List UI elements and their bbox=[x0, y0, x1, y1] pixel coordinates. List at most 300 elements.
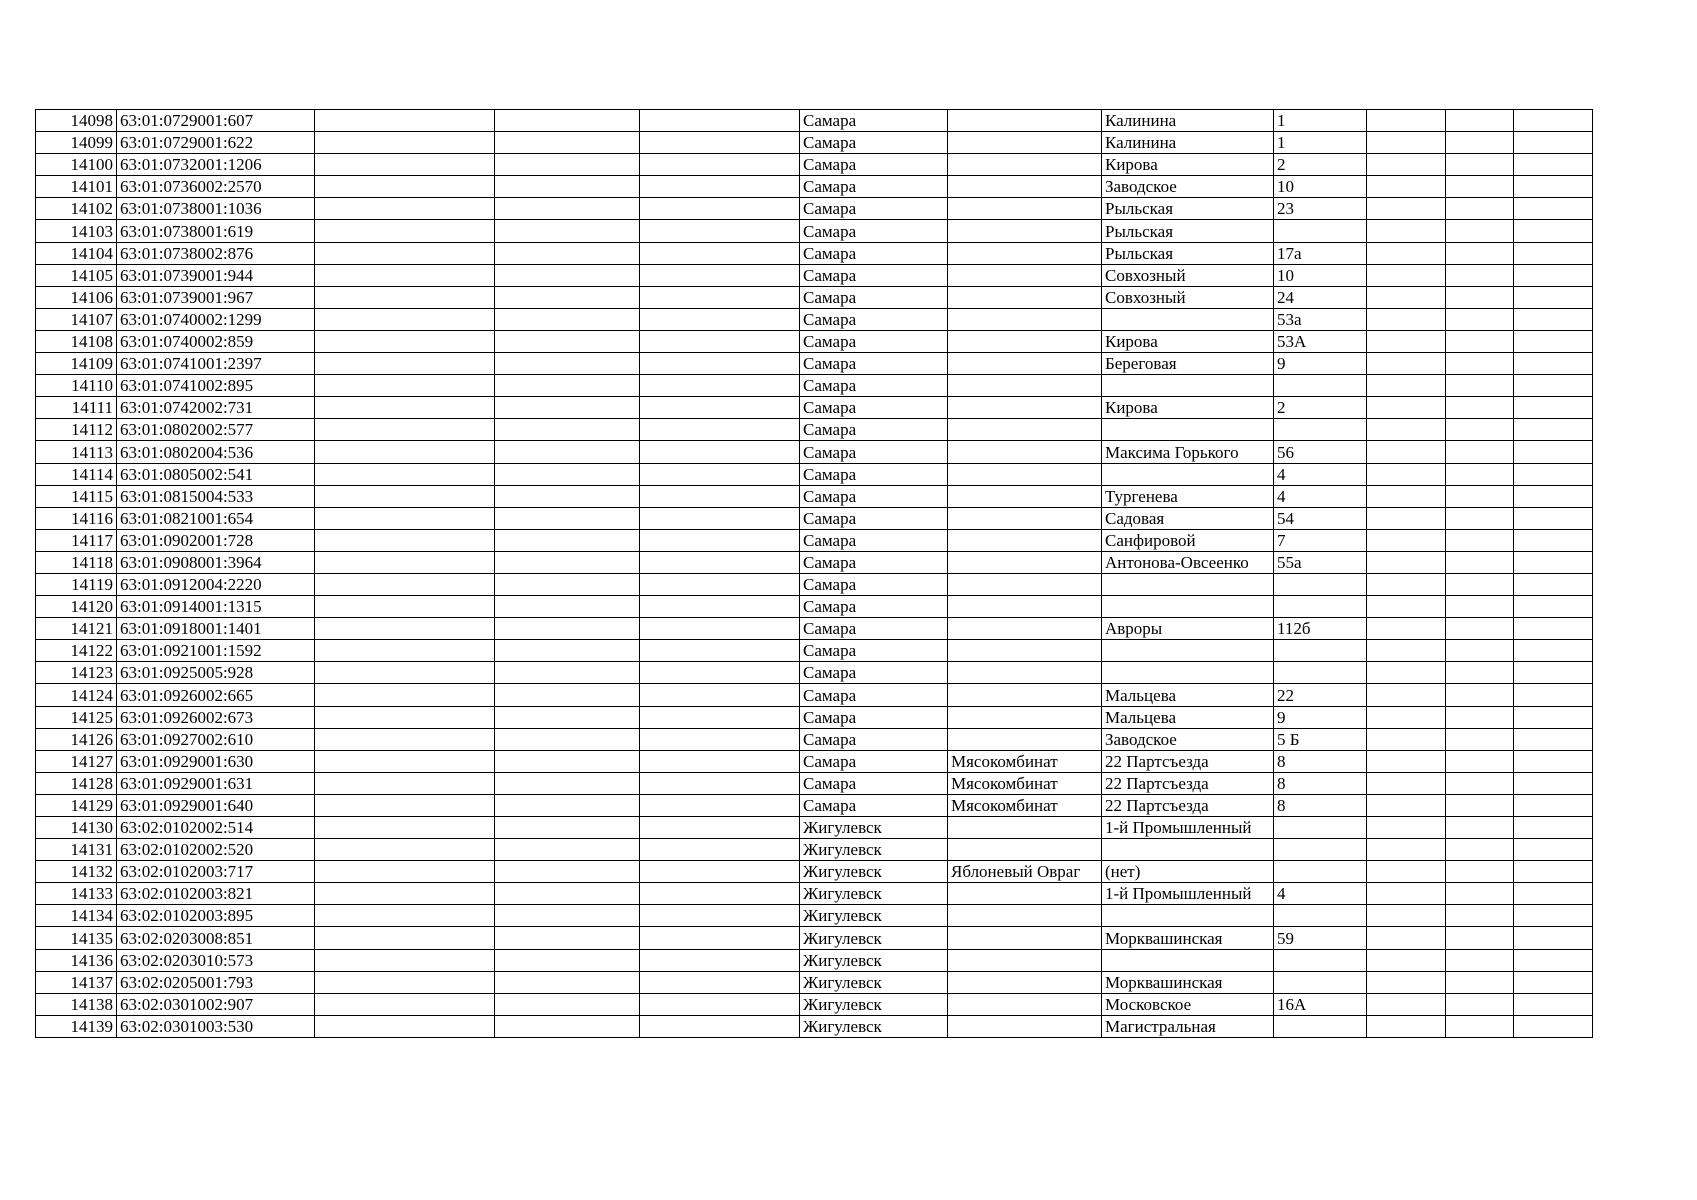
col-5-cell bbox=[640, 706, 800, 728]
col-11-cell bbox=[1446, 684, 1514, 706]
locality-cell bbox=[948, 684, 1102, 706]
col-10-cell bbox=[1367, 353, 1446, 375]
col-3-cell bbox=[315, 839, 495, 861]
locality-cell bbox=[948, 286, 1102, 308]
col-4-cell bbox=[495, 772, 640, 794]
col-10-cell bbox=[1367, 529, 1446, 551]
col-4-cell bbox=[495, 154, 640, 176]
col-3-cell bbox=[315, 176, 495, 198]
city-cell: Самара bbox=[800, 264, 948, 286]
house-cell: 10 bbox=[1274, 264, 1367, 286]
col-4-cell bbox=[495, 375, 640, 397]
col-11-cell bbox=[1446, 397, 1514, 419]
table-row bbox=[36, 419, 1593, 441]
col-10-cell bbox=[1367, 1015, 1446, 1037]
col-5-cell bbox=[640, 794, 800, 816]
house-cell bbox=[1274, 971, 1367, 993]
col-5-cell bbox=[640, 817, 800, 839]
col-4-cell bbox=[495, 861, 640, 883]
col-10-cell bbox=[1367, 176, 1446, 198]
locality-cell bbox=[948, 883, 1102, 905]
locality-cell bbox=[948, 353, 1102, 375]
row-number-cell: 14098 bbox=[36, 110, 117, 132]
col-11-cell bbox=[1446, 640, 1514, 662]
table-row bbox=[36, 772, 1593, 794]
col-11-cell bbox=[1446, 441, 1514, 463]
row-number-cell: 14138 bbox=[36, 993, 117, 1015]
table-row bbox=[36, 220, 1593, 242]
table-row bbox=[36, 1015, 1593, 1037]
street-cell: Калинина bbox=[1102, 110, 1274, 132]
row-number-cell: 14100 bbox=[36, 154, 117, 176]
cadastral-number-cell: 63:01:0902001:728 bbox=[117, 529, 315, 551]
col-5-cell bbox=[640, 750, 800, 772]
cadastral-number-cell: 63:01:0738001:619 bbox=[117, 220, 315, 242]
city-cell: Самара bbox=[800, 330, 948, 352]
locality-cell bbox=[948, 949, 1102, 971]
row-number-cell: 14124 bbox=[36, 684, 117, 706]
city-cell: Самара bbox=[800, 132, 948, 154]
cadastral-number-cell: 63:02:0203010:573 bbox=[117, 949, 315, 971]
table-row bbox=[36, 662, 1593, 684]
col-10-cell bbox=[1367, 728, 1446, 750]
city-cell: Жигулевск bbox=[800, 839, 948, 861]
city-cell: Жигулевск bbox=[800, 905, 948, 927]
col-11-cell bbox=[1446, 330, 1514, 352]
house-cell: 2 bbox=[1274, 154, 1367, 176]
col-3-cell bbox=[315, 132, 495, 154]
house-cell: 4 bbox=[1274, 485, 1367, 507]
col-4-cell bbox=[495, 817, 640, 839]
table-row bbox=[36, 330, 1593, 352]
col-5-cell bbox=[640, 353, 800, 375]
col-4-cell bbox=[495, 529, 640, 551]
col-5-cell bbox=[640, 264, 800, 286]
street-cell bbox=[1102, 375, 1274, 397]
city-cell: Жигулевск bbox=[800, 927, 948, 949]
locality-cell bbox=[948, 971, 1102, 993]
city-cell: Жигулевск bbox=[800, 883, 948, 905]
row-number-cell: 14107 bbox=[36, 308, 117, 330]
col-11-cell bbox=[1446, 198, 1514, 220]
house-cell: 8 bbox=[1274, 772, 1367, 794]
col-5-cell bbox=[640, 573, 800, 595]
city-cell: Самара bbox=[800, 772, 948, 794]
city-cell: Самара bbox=[800, 375, 948, 397]
col-10-cell bbox=[1367, 993, 1446, 1015]
city-cell: Жигулевск bbox=[800, 817, 948, 839]
col-12-cell bbox=[1514, 640, 1593, 662]
house-cell bbox=[1274, 905, 1367, 927]
house-cell bbox=[1274, 1015, 1367, 1037]
row-number-cell: 14114 bbox=[36, 463, 117, 485]
locality-cell bbox=[948, 397, 1102, 419]
col-12-cell bbox=[1514, 883, 1593, 905]
house-cell: 1 bbox=[1274, 110, 1367, 132]
cadastral-number-cell: 63:01:0914001:1315 bbox=[117, 596, 315, 618]
col-5-cell bbox=[640, 375, 800, 397]
table-row bbox=[36, 684, 1593, 706]
street-cell: Санфировой bbox=[1102, 529, 1274, 551]
col-5-cell bbox=[640, 1015, 800, 1037]
col-10-cell bbox=[1367, 286, 1446, 308]
house-cell: 112б bbox=[1274, 618, 1367, 640]
col-5-cell bbox=[640, 596, 800, 618]
col-12-cell bbox=[1514, 662, 1593, 684]
city-cell: Самара bbox=[800, 750, 948, 772]
house-cell: 8 bbox=[1274, 794, 1367, 816]
col-4-cell bbox=[495, 684, 640, 706]
cadastral-number-cell: 63:01:0729001:607 bbox=[117, 110, 315, 132]
city-cell: Самара bbox=[800, 684, 948, 706]
locality-cell bbox=[948, 728, 1102, 750]
col-11-cell bbox=[1446, 817, 1514, 839]
col-10-cell bbox=[1367, 441, 1446, 463]
col-10-cell bbox=[1367, 551, 1446, 573]
house-cell bbox=[1274, 949, 1367, 971]
col-10-cell bbox=[1367, 861, 1446, 883]
city-cell: Жигулевск bbox=[800, 1015, 948, 1037]
street-cell bbox=[1102, 573, 1274, 595]
col-12-cell bbox=[1514, 419, 1593, 441]
col-4-cell bbox=[495, 706, 640, 728]
row-number-cell: 14137 bbox=[36, 971, 117, 993]
col-12-cell bbox=[1514, 839, 1593, 861]
street-cell bbox=[1102, 839, 1274, 861]
col-12-cell bbox=[1514, 441, 1593, 463]
city-cell: Самара bbox=[800, 353, 948, 375]
col-5-cell bbox=[640, 905, 800, 927]
city-cell: Самара bbox=[800, 485, 948, 507]
table-row bbox=[36, 485, 1593, 507]
col-10-cell bbox=[1367, 927, 1446, 949]
house-cell bbox=[1274, 596, 1367, 618]
col-5-cell bbox=[640, 728, 800, 750]
col-12-cell bbox=[1514, 375, 1593, 397]
table-row bbox=[36, 640, 1593, 662]
city-cell: Самара bbox=[800, 551, 948, 573]
locality-cell bbox=[948, 176, 1102, 198]
col-3-cell bbox=[315, 883, 495, 905]
street-cell: 22 Партсъезда bbox=[1102, 794, 1274, 816]
row-number-cell: 14126 bbox=[36, 728, 117, 750]
street-cell bbox=[1102, 596, 1274, 618]
col-4-cell bbox=[495, 308, 640, 330]
table-row bbox=[36, 242, 1593, 264]
col-11-cell bbox=[1446, 419, 1514, 441]
col-4-cell bbox=[495, 1015, 640, 1037]
col-3-cell bbox=[315, 375, 495, 397]
col-3-cell bbox=[315, 993, 495, 1015]
street-cell bbox=[1102, 905, 1274, 927]
house-cell: 9 bbox=[1274, 353, 1367, 375]
house-cell: 9 bbox=[1274, 706, 1367, 728]
street-cell bbox=[1102, 662, 1274, 684]
col-10-cell bbox=[1367, 596, 1446, 618]
col-3-cell bbox=[315, 110, 495, 132]
table-row bbox=[36, 618, 1593, 640]
col-4-cell bbox=[495, 507, 640, 529]
street-cell: 1-й Промышленный bbox=[1102, 817, 1274, 839]
col-4-cell bbox=[495, 330, 640, 352]
col-4-cell bbox=[495, 485, 640, 507]
locality-cell bbox=[948, 485, 1102, 507]
row-number-cell: 14129 bbox=[36, 794, 117, 816]
col-3-cell bbox=[315, 397, 495, 419]
col-10-cell bbox=[1367, 573, 1446, 595]
locality-cell bbox=[948, 242, 1102, 264]
city-cell: Самара bbox=[800, 441, 948, 463]
col-12-cell bbox=[1514, 750, 1593, 772]
row-number-cell: 14123 bbox=[36, 662, 117, 684]
street-cell: Береговая bbox=[1102, 353, 1274, 375]
street-cell bbox=[1102, 640, 1274, 662]
street-cell: 22 Партсъезда bbox=[1102, 772, 1274, 794]
locality-cell bbox=[948, 596, 1102, 618]
locality-cell bbox=[948, 110, 1102, 132]
cadastral-number-cell: 63:01:0918001:1401 bbox=[117, 618, 315, 640]
row-number-cell: 14111 bbox=[36, 397, 117, 419]
col-12-cell bbox=[1514, 176, 1593, 198]
col-4-cell bbox=[495, 750, 640, 772]
city-cell: Жигулевск bbox=[800, 993, 948, 1015]
col-3-cell bbox=[315, 353, 495, 375]
col-3-cell bbox=[315, 640, 495, 662]
locality-cell bbox=[948, 419, 1102, 441]
house-cell: 22 bbox=[1274, 684, 1367, 706]
house-cell bbox=[1274, 861, 1367, 883]
table-row bbox=[36, 596, 1593, 618]
house-cell bbox=[1274, 375, 1367, 397]
house-cell bbox=[1274, 662, 1367, 684]
house-cell: 24 bbox=[1274, 286, 1367, 308]
street-cell: Садовая bbox=[1102, 507, 1274, 529]
city-cell: Самара bbox=[800, 662, 948, 684]
row-number-cell: 14102 bbox=[36, 198, 117, 220]
col-10-cell bbox=[1367, 330, 1446, 352]
col-5-cell bbox=[640, 286, 800, 308]
col-5-cell bbox=[640, 176, 800, 198]
col-3-cell bbox=[315, 662, 495, 684]
col-5-cell bbox=[640, 927, 800, 949]
cadastral-number-cell: 63:02:0205001:793 bbox=[117, 971, 315, 993]
street-cell: Рыльская bbox=[1102, 220, 1274, 242]
locality-cell bbox=[948, 706, 1102, 728]
col-3-cell bbox=[315, 1015, 495, 1037]
city-cell: Самара bbox=[800, 220, 948, 242]
col-3-cell bbox=[315, 618, 495, 640]
row-number-cell: 14127 bbox=[36, 750, 117, 772]
street-cell bbox=[1102, 463, 1274, 485]
col-12-cell bbox=[1514, 507, 1593, 529]
cadastral-number-cell: 63:01:0821001:654 bbox=[117, 507, 315, 529]
city-cell: Самара bbox=[800, 706, 948, 728]
house-cell bbox=[1274, 220, 1367, 242]
col-3-cell bbox=[315, 573, 495, 595]
table-row bbox=[36, 861, 1593, 883]
row-number-cell: 14105 bbox=[36, 264, 117, 286]
house-cell: 16А bbox=[1274, 993, 1367, 1015]
col-12-cell bbox=[1514, 485, 1593, 507]
col-10-cell bbox=[1367, 110, 1446, 132]
col-3-cell bbox=[315, 286, 495, 308]
locality-cell bbox=[948, 330, 1102, 352]
cadastral-number-cell: 63:01:0802002:577 bbox=[117, 419, 315, 441]
col-12-cell bbox=[1514, 220, 1593, 242]
col-5-cell bbox=[640, 441, 800, 463]
street-cell: Тургенева bbox=[1102, 485, 1274, 507]
row-number-cell: 14108 bbox=[36, 330, 117, 352]
col-5-cell bbox=[640, 220, 800, 242]
col-12-cell bbox=[1514, 330, 1593, 352]
street-cell: Заводское bbox=[1102, 176, 1274, 198]
city-cell: Самара bbox=[800, 507, 948, 529]
col-10-cell bbox=[1367, 198, 1446, 220]
col-4-cell bbox=[495, 662, 640, 684]
col-4-cell bbox=[495, 397, 640, 419]
col-4-cell bbox=[495, 728, 640, 750]
house-cell bbox=[1274, 640, 1367, 662]
col-12-cell bbox=[1514, 993, 1593, 1015]
table-row bbox=[36, 176, 1593, 198]
col-10-cell bbox=[1367, 242, 1446, 264]
street-cell: Морквашинская bbox=[1102, 971, 1274, 993]
cadastral-number-cell: 63:01:0738002:876 bbox=[117, 242, 315, 264]
col-4-cell bbox=[495, 242, 640, 264]
locality-cell bbox=[948, 927, 1102, 949]
row-number-cell: 14130 bbox=[36, 817, 117, 839]
street-cell: Мальцева bbox=[1102, 706, 1274, 728]
street-cell bbox=[1102, 308, 1274, 330]
street-cell: Кирова bbox=[1102, 154, 1274, 176]
col-5-cell bbox=[640, 861, 800, 883]
table-row bbox=[36, 794, 1593, 816]
table-row bbox=[36, 529, 1593, 551]
col-3-cell bbox=[315, 330, 495, 352]
cadastral-number-cell: 63:01:0738001:1036 bbox=[117, 198, 315, 220]
street-cell: Магистральная bbox=[1102, 1015, 1274, 1037]
col-5-cell bbox=[640, 971, 800, 993]
col-10-cell bbox=[1367, 684, 1446, 706]
table-row bbox=[36, 375, 1593, 397]
col-10-cell bbox=[1367, 264, 1446, 286]
col-3-cell bbox=[315, 507, 495, 529]
street-cell: Рыльская bbox=[1102, 198, 1274, 220]
locality-cell bbox=[948, 573, 1102, 595]
col-11-cell bbox=[1446, 596, 1514, 618]
col-4-cell bbox=[495, 640, 640, 662]
col-4-cell bbox=[495, 264, 640, 286]
col-5-cell bbox=[640, 839, 800, 861]
col-4-cell bbox=[495, 618, 640, 640]
street-cell: Морквашинская bbox=[1102, 927, 1274, 949]
row-number-cell: 14118 bbox=[36, 551, 117, 573]
cadastral-number-cell: 63:01:0929001:631 bbox=[117, 772, 315, 794]
cadastral-number-cell: 63:02:0301002:907 bbox=[117, 993, 315, 1015]
table-row bbox=[36, 198, 1593, 220]
table-row bbox=[36, 971, 1593, 993]
col-4-cell bbox=[495, 573, 640, 595]
cadastral-number-cell: 63:01:0739001:944 bbox=[117, 264, 315, 286]
table-row bbox=[36, 750, 1593, 772]
col-10-cell bbox=[1367, 308, 1446, 330]
row-number-cell: 14112 bbox=[36, 419, 117, 441]
street-cell: Антонова-Овсеенко bbox=[1102, 551, 1274, 573]
col-12-cell bbox=[1514, 817, 1593, 839]
col-10-cell bbox=[1367, 971, 1446, 993]
table-row bbox=[36, 883, 1593, 905]
city-cell: Самара bbox=[800, 794, 948, 816]
street-cell: Рыльская bbox=[1102, 242, 1274, 264]
col-4-cell bbox=[495, 463, 640, 485]
col-5-cell bbox=[640, 949, 800, 971]
col-3-cell bbox=[315, 596, 495, 618]
col-3-cell bbox=[315, 949, 495, 971]
table-row bbox=[36, 154, 1593, 176]
city-cell: Самара bbox=[800, 640, 948, 662]
row-number-cell: 14103 bbox=[36, 220, 117, 242]
row-number-cell: 14131 bbox=[36, 839, 117, 861]
city-cell: Самара bbox=[800, 618, 948, 640]
col-10-cell bbox=[1367, 154, 1446, 176]
col-11-cell bbox=[1446, 839, 1514, 861]
street-cell: Мальцева bbox=[1102, 684, 1274, 706]
house-cell: 59 bbox=[1274, 927, 1367, 949]
table-row bbox=[36, 110, 1593, 132]
col-5-cell bbox=[640, 993, 800, 1015]
city-cell: Жигулевск bbox=[800, 861, 948, 883]
cadastral-number-cell: 63:02:0301003:530 bbox=[117, 1015, 315, 1037]
street-cell: (нет) bbox=[1102, 861, 1274, 883]
locality-cell bbox=[948, 375, 1102, 397]
row-number-cell: 14128 bbox=[36, 772, 117, 794]
col-12-cell bbox=[1514, 264, 1593, 286]
col-11-cell bbox=[1446, 750, 1514, 772]
cadastral-number-cell: 63:01:0815004:533 bbox=[117, 485, 315, 507]
street-cell: Кирова bbox=[1102, 330, 1274, 352]
col-10-cell bbox=[1367, 772, 1446, 794]
house-cell: 55а bbox=[1274, 551, 1367, 573]
cadastral-number-cell: 63:01:0741001:2397 bbox=[117, 353, 315, 375]
col-11-cell bbox=[1446, 132, 1514, 154]
street-cell bbox=[1102, 419, 1274, 441]
city-cell: Самара bbox=[800, 596, 948, 618]
col-4-cell bbox=[495, 353, 640, 375]
col-5-cell bbox=[640, 640, 800, 662]
col-4-cell bbox=[495, 286, 640, 308]
locality-cell bbox=[948, 308, 1102, 330]
col-3-cell bbox=[315, 198, 495, 220]
col-12-cell bbox=[1514, 286, 1593, 308]
col-4-cell bbox=[495, 794, 640, 816]
col-12-cell bbox=[1514, 618, 1593, 640]
col-5-cell bbox=[640, 485, 800, 507]
col-10-cell bbox=[1367, 662, 1446, 684]
col-11-cell bbox=[1446, 264, 1514, 286]
col-12-cell bbox=[1514, 949, 1593, 971]
col-11-cell bbox=[1446, 927, 1514, 949]
col-3-cell bbox=[315, 772, 495, 794]
house-cell bbox=[1274, 419, 1367, 441]
house-cell: 2 bbox=[1274, 397, 1367, 419]
col-12-cell bbox=[1514, 110, 1593, 132]
col-5-cell bbox=[640, 110, 800, 132]
col-12-cell bbox=[1514, 706, 1593, 728]
col-5-cell bbox=[640, 772, 800, 794]
house-cell bbox=[1274, 817, 1367, 839]
col-3-cell bbox=[315, 750, 495, 772]
col-5-cell bbox=[640, 883, 800, 905]
